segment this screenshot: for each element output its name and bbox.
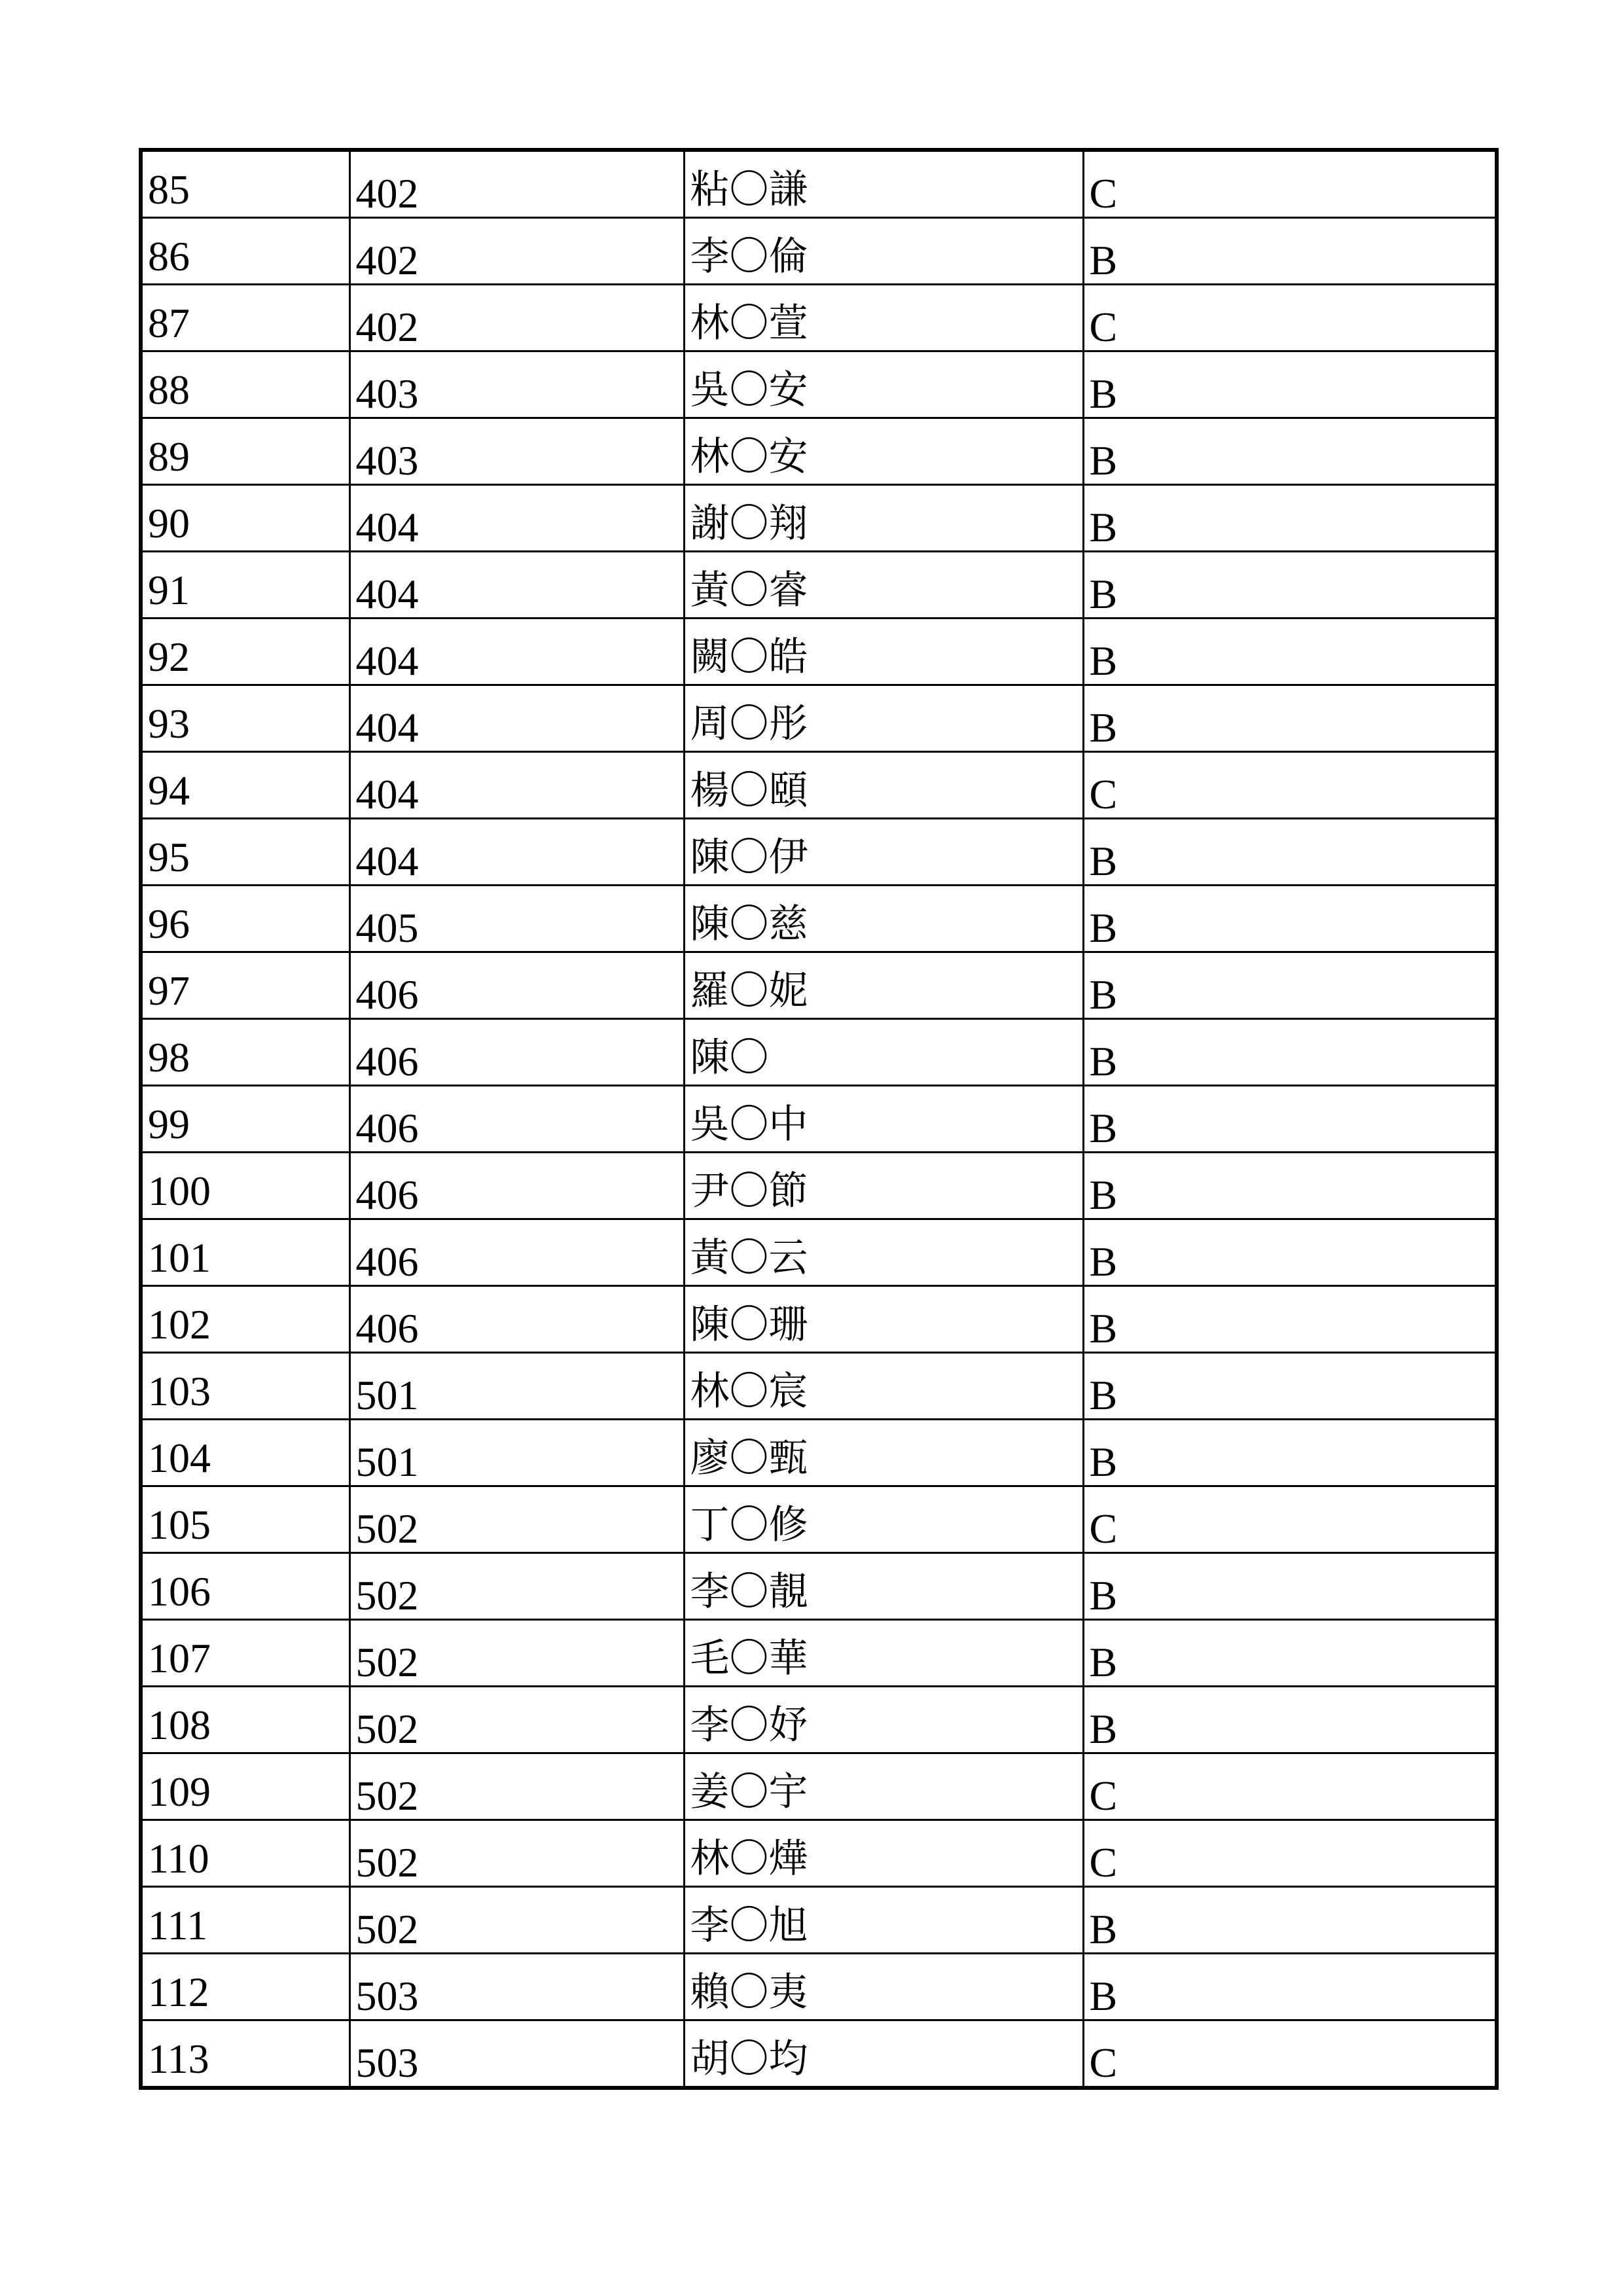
student-name-cell-text: 楊〇頤 bbox=[690, 768, 808, 814]
grade-cell-text: B bbox=[1089, 1238, 1118, 1285]
student-name-cell-text: 林〇宸 bbox=[690, 1369, 808, 1414]
class-cell bbox=[349, 1553, 684, 1620]
row-number-cell-text: 100 bbox=[148, 1168, 211, 1214]
student-name-cell-text: 李〇靚 bbox=[690, 1569, 808, 1615]
row-number-cell-text: 111 bbox=[148, 1902, 208, 1948]
row-number-cell-text: 90 bbox=[148, 500, 190, 547]
row-number-cell-text: 99 bbox=[148, 1101, 190, 1147]
class-cell bbox=[349, 1353, 684, 1420]
grade-cell bbox=[1083, 1954, 1497, 2020]
grade-cell-text: B bbox=[1089, 637, 1118, 684]
class-cell bbox=[349, 2020, 684, 2089]
row-number-cell-text: 113 bbox=[148, 2036, 209, 2082]
table-row bbox=[141, 819, 1497, 886]
student-name-cell-text: 林〇萱 bbox=[690, 300, 808, 346]
grade-cell bbox=[1083, 1286, 1497, 1353]
row-number-cell-text: 87 bbox=[148, 300, 190, 346]
class-cell bbox=[349, 1019, 684, 1086]
grade-cell bbox=[1083, 1353, 1497, 1420]
student-grade-table bbox=[139, 148, 1499, 2090]
grade-cell bbox=[1083, 418, 1497, 485]
student-name-cell-text: 吳〇安 bbox=[690, 367, 808, 413]
row-number-cell bbox=[141, 1687, 349, 1753]
student-name-cell-text: 粘〇謙 bbox=[690, 167, 808, 213]
row-number-cell bbox=[141, 886, 349, 952]
class-cell bbox=[349, 1486, 684, 1553]
student-name-cell bbox=[684, 1219, 1083, 1286]
class-cell-text: 403 bbox=[355, 437, 419, 484]
class-cell bbox=[349, 1820, 684, 1887]
student-name-cell bbox=[684, 1620, 1083, 1687]
row-number-cell bbox=[141, 752, 349, 819]
student-name-cell bbox=[684, 418, 1083, 485]
grade-cell-text: C bbox=[1089, 1839, 1118, 1886]
student-name-cell bbox=[684, 1286, 1083, 1353]
row-number-cell bbox=[141, 1286, 349, 1353]
row-number-cell bbox=[141, 552, 349, 619]
grade-cell bbox=[1083, 619, 1497, 685]
table-row bbox=[141, 1753, 1497, 1820]
grade-cell bbox=[1083, 1420, 1497, 1486]
row-number-cell bbox=[141, 485, 349, 552]
student-name-cell bbox=[684, 150, 1083, 218]
class-cell-text: 503 bbox=[355, 2039, 419, 2086]
class-cell bbox=[349, 1286, 684, 1353]
table-row bbox=[141, 285, 1497, 351]
row-number-cell-text: 89 bbox=[148, 433, 190, 480]
grade-cell bbox=[1083, 1486, 1497, 1553]
row-number-cell bbox=[141, 819, 349, 886]
row-number-cell-text: 94 bbox=[148, 767, 190, 814]
table-body bbox=[141, 150, 1497, 2088]
table-row bbox=[141, 886, 1497, 952]
grade-cell bbox=[1083, 1820, 1497, 1887]
student-name-cell-text: 林〇安 bbox=[690, 434, 808, 480]
grade-cell-text: B bbox=[1089, 504, 1118, 550]
student-name-cell-text: 姜〇宇 bbox=[690, 1769, 808, 1815]
student-name-cell bbox=[684, 1553, 1083, 1620]
row-number-cell bbox=[141, 1553, 349, 1620]
row-number-cell-text: 102 bbox=[148, 1301, 211, 1348]
table-row bbox=[141, 218, 1497, 285]
grade-cell bbox=[1083, 1019, 1497, 1086]
row-number-cell bbox=[141, 150, 349, 218]
class-cell-text: 402 bbox=[355, 237, 419, 283]
grade-cell bbox=[1083, 485, 1497, 552]
class-cell-text: 402 bbox=[355, 304, 419, 350]
table-row bbox=[141, 1687, 1497, 1753]
grade-cell-text: B bbox=[1089, 237, 1118, 283]
row-number-cell-text: 106 bbox=[148, 1568, 211, 1615]
class-cell-text: 404 bbox=[355, 637, 419, 684]
student-name-cell-text: 毛〇華 bbox=[690, 1636, 808, 1681]
class-cell bbox=[349, 150, 684, 218]
grade-cell-text: B bbox=[1089, 1372, 1118, 1418]
grade-cell-text: B bbox=[1089, 571, 1118, 617]
class-cell bbox=[349, 1687, 684, 1753]
class-cell bbox=[349, 218, 684, 285]
row-number-cell-text: 97 bbox=[148, 967, 190, 1014]
row-number-cell bbox=[141, 1019, 349, 1086]
class-cell-text: 404 bbox=[355, 504, 419, 550]
row-number-cell bbox=[141, 685, 349, 752]
class-cell bbox=[349, 1887, 684, 1954]
grade-cell-text: B bbox=[1089, 838, 1118, 884]
grade-cell-text: C bbox=[1089, 304, 1118, 350]
student-name-cell bbox=[684, 1687, 1083, 1753]
class-cell bbox=[349, 1219, 684, 1286]
class-cell-text: 406 bbox=[355, 1238, 419, 1285]
row-number-cell-text: 92 bbox=[148, 634, 190, 680]
row-number-cell-text: 96 bbox=[148, 901, 190, 947]
table-row bbox=[141, 685, 1497, 752]
grade-cell-text: C bbox=[1089, 2039, 1118, 2086]
class-cell-text: 406 bbox=[355, 1038, 419, 1085]
table-row bbox=[141, 1620, 1497, 1687]
student-name-cell-text: 胡〇均 bbox=[690, 2036, 808, 2082]
student-name-cell-text: 林〇燁 bbox=[690, 1836, 808, 1882]
grade-cell-text: B bbox=[1089, 1105, 1118, 1151]
table-row bbox=[141, 1553, 1497, 1620]
student-name-cell bbox=[684, 1019, 1083, 1086]
grade-cell-text: C bbox=[1089, 1772, 1118, 1819]
grade-cell-text: B bbox=[1089, 1572, 1118, 1619]
student-name-cell bbox=[684, 2020, 1083, 2089]
row-number-cell bbox=[141, 1954, 349, 2020]
grade-cell-text: B bbox=[1089, 1305, 1118, 1352]
student-name-cell bbox=[684, 952, 1083, 1019]
row-number-cell bbox=[141, 1219, 349, 1286]
grade-cell bbox=[1083, 218, 1497, 285]
student-name-cell bbox=[684, 552, 1083, 619]
table-row bbox=[141, 2020, 1497, 2089]
class-cell bbox=[349, 886, 684, 952]
class-cell bbox=[349, 1954, 684, 2020]
table-row bbox=[141, 351, 1497, 418]
row-number-cell bbox=[141, 218, 349, 285]
table-row bbox=[141, 418, 1497, 485]
table-row bbox=[141, 1086, 1497, 1153]
row-number-cell bbox=[141, 619, 349, 685]
class-cell-text: 502 bbox=[355, 1572, 419, 1619]
student-name-cell bbox=[684, 218, 1083, 285]
row-number-cell-text: 101 bbox=[148, 1234, 211, 1281]
row-number-cell-text: 95 bbox=[148, 834, 190, 880]
row-number-cell bbox=[141, 1887, 349, 1954]
class-cell bbox=[349, 1153, 684, 1219]
row-number-cell-text: 85 bbox=[148, 166, 190, 213]
row-number-cell bbox=[141, 1353, 349, 1420]
grade-cell bbox=[1083, 886, 1497, 952]
class-cell-text: 406 bbox=[355, 1105, 419, 1151]
grade-cell bbox=[1083, 552, 1497, 619]
class-cell-text: 405 bbox=[355, 905, 419, 951]
class-cell bbox=[349, 1086, 684, 1153]
class-cell-text: 501 bbox=[355, 1439, 419, 1485]
row-number-cell bbox=[141, 351, 349, 418]
student-name-cell-text: 陳〇伊 bbox=[690, 834, 808, 880]
class-cell-text: 402 bbox=[355, 170, 419, 217]
row-number-cell bbox=[141, 285, 349, 351]
class-cell-text: 502 bbox=[355, 1772, 419, 1819]
student-name-cell-text: 周〇彤 bbox=[690, 701, 808, 747]
table-row bbox=[141, 150, 1497, 218]
student-name-cell bbox=[684, 886, 1083, 952]
row-number-cell-text: 93 bbox=[148, 700, 190, 747]
row-number-cell bbox=[141, 1486, 349, 1553]
class-cell-text: 502 bbox=[355, 1839, 419, 1886]
grade-cell bbox=[1083, 150, 1497, 218]
student-name-cell bbox=[684, 819, 1083, 886]
student-name-cell-text: 陳〇 bbox=[690, 1035, 769, 1081]
student-name-cell bbox=[684, 285, 1083, 351]
table-row bbox=[141, 619, 1497, 685]
student-name-cell-text: 黃〇云 bbox=[690, 1235, 808, 1281]
class-cell-text: 406 bbox=[355, 1305, 419, 1352]
student-name-cell bbox=[684, 1486, 1083, 1553]
class-cell bbox=[349, 485, 684, 552]
class-cell-text: 404 bbox=[355, 571, 419, 617]
grade-cell bbox=[1083, 819, 1497, 886]
student-name-cell-text: 李〇倫 bbox=[690, 234, 808, 279]
student-name-cell bbox=[684, 1820, 1083, 1887]
student-name-cell bbox=[684, 685, 1083, 752]
table-row bbox=[141, 552, 1497, 619]
table-row bbox=[141, 952, 1497, 1019]
row-number-cell bbox=[141, 1420, 349, 1486]
student-name-cell-text: 李〇旭 bbox=[690, 1903, 808, 1948]
class-cell-text: 404 bbox=[355, 771, 419, 817]
grade-cell-text: B bbox=[1089, 704, 1118, 751]
class-cell-text: 501 bbox=[355, 1372, 419, 1418]
student-name-cell bbox=[684, 1954, 1083, 2020]
class-cell-text: 502 bbox=[355, 1505, 419, 1552]
grade-cell bbox=[1083, 752, 1497, 819]
grade-cell bbox=[1083, 1553, 1497, 1620]
class-cell bbox=[349, 1420, 684, 1486]
row-number-cell-text: 98 bbox=[148, 1034, 190, 1081]
class-cell-text: 406 bbox=[355, 1172, 419, 1218]
student-name-cell-text: 謝〇翔 bbox=[690, 501, 808, 547]
table-row bbox=[141, 485, 1497, 552]
table-row bbox=[141, 1219, 1497, 1286]
grade-cell-text: B bbox=[1089, 971, 1118, 1018]
student-name-cell-text: 吳〇中 bbox=[690, 1102, 808, 1147]
class-cell-text: 406 bbox=[355, 971, 419, 1018]
class-cell-text: 403 bbox=[355, 370, 419, 417]
class-cell bbox=[349, 285, 684, 351]
row-number-cell bbox=[141, 1820, 349, 1887]
grade-cell-text: B bbox=[1089, 1706, 1118, 1752]
grade-cell-text: C bbox=[1089, 170, 1118, 217]
grade-cell bbox=[1083, 1219, 1497, 1286]
row-number-cell bbox=[141, 1753, 349, 1820]
grade-cell-text: B bbox=[1089, 1439, 1118, 1485]
class-cell-text: 503 bbox=[355, 1973, 419, 2019]
student-name-cell bbox=[684, 1420, 1083, 1486]
table-row bbox=[141, 1353, 1497, 1420]
table-row bbox=[141, 1486, 1497, 1553]
class-cell bbox=[349, 1753, 684, 1820]
student-name-cell bbox=[684, 1753, 1083, 1820]
class-cell bbox=[349, 351, 684, 418]
grade-cell bbox=[1083, 285, 1497, 351]
grade-cell-text: B bbox=[1089, 1172, 1118, 1218]
row-number-cell-text: 86 bbox=[148, 233, 190, 279]
table-row bbox=[141, 1286, 1497, 1353]
table-row bbox=[141, 1153, 1497, 1219]
student-name-cell-text: 廖〇甄 bbox=[690, 1435, 808, 1481]
class-cell-text: 502 bbox=[355, 1706, 419, 1752]
grade-cell bbox=[1083, 1887, 1497, 1954]
class-cell bbox=[349, 552, 684, 619]
grade-cell-text: B bbox=[1089, 370, 1118, 417]
row-number-cell-text: 108 bbox=[148, 1702, 211, 1748]
student-name-cell-text: 黃〇睿 bbox=[690, 567, 808, 613]
row-number-cell-text: 91 bbox=[148, 567, 190, 613]
row-number-cell-text: 112 bbox=[148, 1969, 209, 2015]
class-cell-text: 502 bbox=[355, 1639, 419, 1685]
grade-cell-text: B bbox=[1089, 437, 1118, 484]
table-row bbox=[141, 1820, 1497, 1887]
table-row bbox=[141, 1954, 1497, 2020]
grade-cell-text: B bbox=[1089, 905, 1118, 951]
class-cell bbox=[349, 418, 684, 485]
row-number-cell bbox=[141, 1153, 349, 1219]
row-number-cell bbox=[141, 1086, 349, 1153]
student-name-cell bbox=[684, 1353, 1083, 1420]
table-row bbox=[141, 1019, 1497, 1086]
class-cell bbox=[349, 819, 684, 886]
table-row bbox=[141, 1420, 1497, 1486]
grade-cell bbox=[1083, 1086, 1497, 1153]
grade-cell-text: C bbox=[1089, 1505, 1118, 1552]
student-name-cell bbox=[684, 485, 1083, 552]
row-number-cell bbox=[141, 2020, 349, 2089]
grade-cell bbox=[1083, 952, 1497, 1019]
grade-cell bbox=[1083, 2020, 1497, 2089]
student-name-cell bbox=[684, 1086, 1083, 1153]
row-number-cell-text: 105 bbox=[148, 1501, 211, 1548]
class-cell-text: 404 bbox=[355, 704, 419, 751]
grade-cell bbox=[1083, 685, 1497, 752]
student-name-cell-text: 羅〇妮 bbox=[690, 968, 808, 1014]
grade-cell-text: B bbox=[1089, 1906, 1118, 1952]
class-cell bbox=[349, 685, 684, 752]
row-number-cell-text: 104 bbox=[148, 1435, 211, 1481]
student-name-cell-text: 闕〇皓 bbox=[690, 634, 808, 680]
student-name-cell-text: 賴〇夷 bbox=[690, 1969, 808, 2015]
grade-cell bbox=[1083, 351, 1497, 418]
student-name-cell-text: 陳〇珊 bbox=[690, 1302, 808, 1348]
student-name-cell bbox=[684, 1887, 1083, 1954]
student-name-cell bbox=[684, 619, 1083, 685]
grade-cell-text: C bbox=[1089, 771, 1118, 817]
student-name-cell-text: 李〇妤 bbox=[690, 1702, 808, 1748]
row-number-cell-text: 107 bbox=[148, 1635, 211, 1681]
table-row bbox=[141, 752, 1497, 819]
class-cell bbox=[349, 752, 684, 819]
student-name-cell-text: 尹〇節 bbox=[690, 1168, 808, 1214]
class-cell-text: 404 bbox=[355, 838, 419, 884]
grade-cell-text: B bbox=[1089, 1973, 1118, 2019]
row-number-cell-text: 109 bbox=[148, 1768, 211, 1815]
class-cell bbox=[349, 1620, 684, 1687]
grade-cell bbox=[1083, 1753, 1497, 1820]
student-name-cell-text: 丁〇修 bbox=[690, 1502, 808, 1548]
grade-cell bbox=[1083, 1620, 1497, 1687]
row-number-cell bbox=[141, 952, 349, 1019]
row-number-cell-text: 103 bbox=[148, 1368, 211, 1414]
grade-cell-text: B bbox=[1089, 1639, 1118, 1685]
grade-cell-text: B bbox=[1089, 1038, 1118, 1085]
table-row bbox=[141, 1887, 1497, 1954]
row-number-cell-text: 110 bbox=[148, 1835, 209, 1882]
row-number-cell bbox=[141, 1620, 349, 1687]
class-cell bbox=[349, 619, 684, 685]
row-number-cell bbox=[141, 418, 349, 485]
student-name-cell bbox=[684, 752, 1083, 819]
student-name-cell-text: 陳〇慈 bbox=[690, 901, 808, 947]
grade-cell bbox=[1083, 1153, 1497, 1219]
row-number-cell-text: 88 bbox=[148, 367, 190, 413]
class-cell-text: 502 bbox=[355, 1906, 419, 1952]
class-cell bbox=[349, 952, 684, 1019]
student-name-cell bbox=[684, 351, 1083, 418]
grade-cell bbox=[1083, 1687, 1497, 1753]
student-name-cell bbox=[684, 1153, 1083, 1219]
